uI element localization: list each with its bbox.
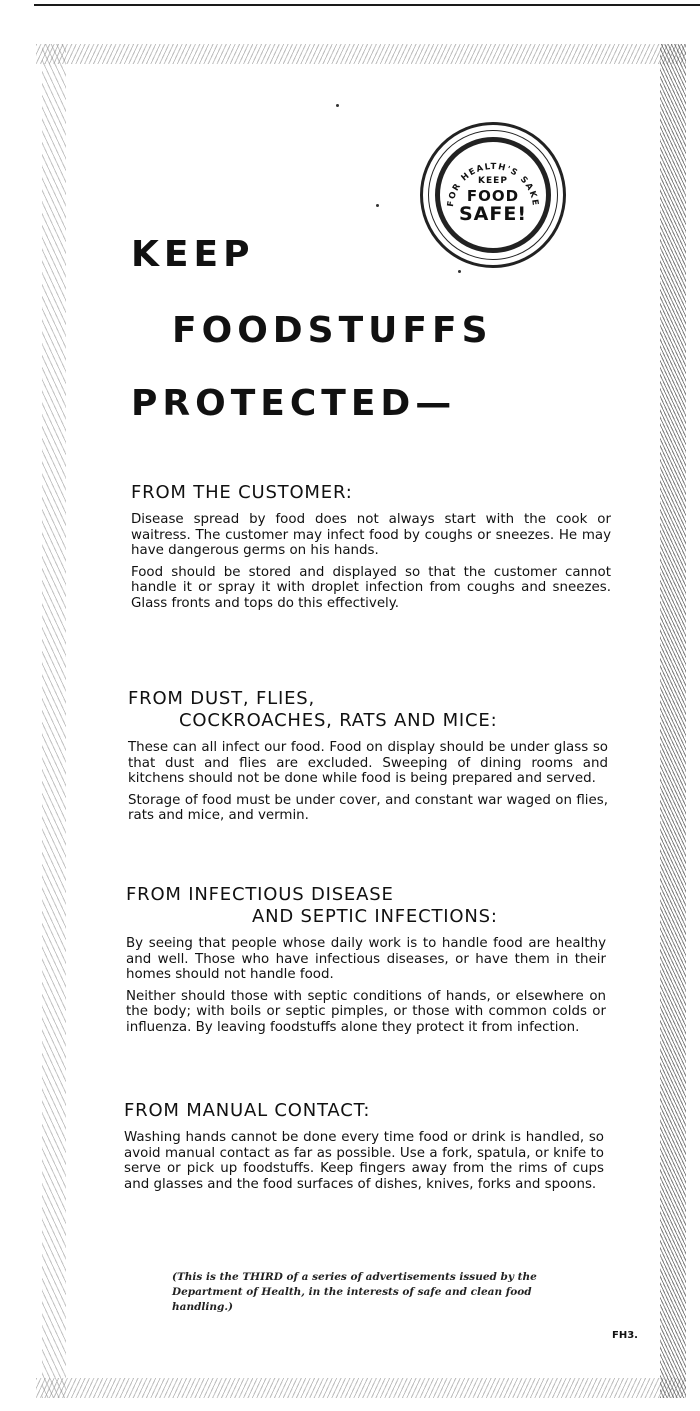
badge-keep-text: KEEP (478, 175, 508, 186)
hatched-border-top (36, 44, 686, 64)
section-heading: FROM DUST, FLIES, COCKROACHES, RATS AND MICE: (128, 688, 498, 731)
keep-food-safe-badge (420, 122, 566, 268)
hatched-border-right (660, 44, 686, 1398)
section-customer (131, 482, 611, 617)
print-speck (376, 204, 379, 207)
section-manual-contact (124, 1100, 604, 1198)
section-paragraph: By seeing that people whose daily work is to handle food are healthy and well. Those who have infectious diseases, or have them in their homes should not handle food. (126, 936, 606, 982)
section-heading: FROM INFECTIOUS DISEASE AND SEPTIC INFECTIONS: (126, 884, 498, 927)
section-paragraph: Disease spread by food does not always start with the cook or waitress. The customer may infect food by coughs or sneezes. He may have dangerous germs on his hands. (131, 512, 611, 558)
print-speck (458, 270, 461, 273)
hatched-border-bottom (36, 1378, 686, 1398)
print-speck (336, 104, 339, 107)
svg-text:FOR HEALTH'S SAKE: FOR HEALTH'S SAKE (445, 161, 541, 208)
section-paragraph: Washing hands cannot be done every time food or drink is handled, so avoid manual contact as far as possible. Use a fork, spatula, or knife to serve or pick up foodstuffs. Keep fingers away from the rims of cups and glasses and the food surfaces of dishes, knives, forks and spoons. (124, 1130, 604, 1192)
headline-line-1: KEEP (131, 234, 255, 275)
section-infectious-disease (126, 884, 606, 1041)
footnote: (This is the THIRD of a series of advertisements issued by the Department of Health, in the interests of safe and clean food handling.) (172, 1271, 537, 1313)
badge-safe-text: SAFE! (458, 202, 527, 225)
section-dust-flies (128, 688, 608, 830)
headline-line-2: FOODSTUFFS (172, 310, 493, 351)
top-rule (34, 4, 700, 6)
badge-food-text: FOOD (466, 186, 520, 205)
section-paragraph: These can all infect our food. Food on display should be under glass so that dust and flies are excluded. Sweeping of dining rooms and kitchens should not be done while food is being prepared and served. (128, 740, 608, 786)
section-paragraph: Storage of food must be under cover, and constant war waged on flies, rats and mice, and vermin. (128, 792, 608, 823)
section-heading: FROM THE CUSTOMER: (131, 482, 353, 503)
section-paragraph: Food should be stored and displayed so that the customer cannot handle it or spray it with droplet infection from coughs and sneezes. Glass fronts and tops do this effectively. (131, 564, 611, 611)
ad-code: FH3. (612, 1330, 638, 1341)
section-paragraph: Neither should those with septic conditions of hands, or elsewhere on the body; with boils or septic pimples, or those with common colds or influenza. By leaving foodstuffs alone they protect it from infection. (126, 988, 606, 1035)
headline-line-3: PROTECTED— (131, 383, 457, 424)
section-heading: FROM MANUAL CONTACT: (124, 1100, 371, 1121)
hatched-border-left (42, 44, 66, 1398)
